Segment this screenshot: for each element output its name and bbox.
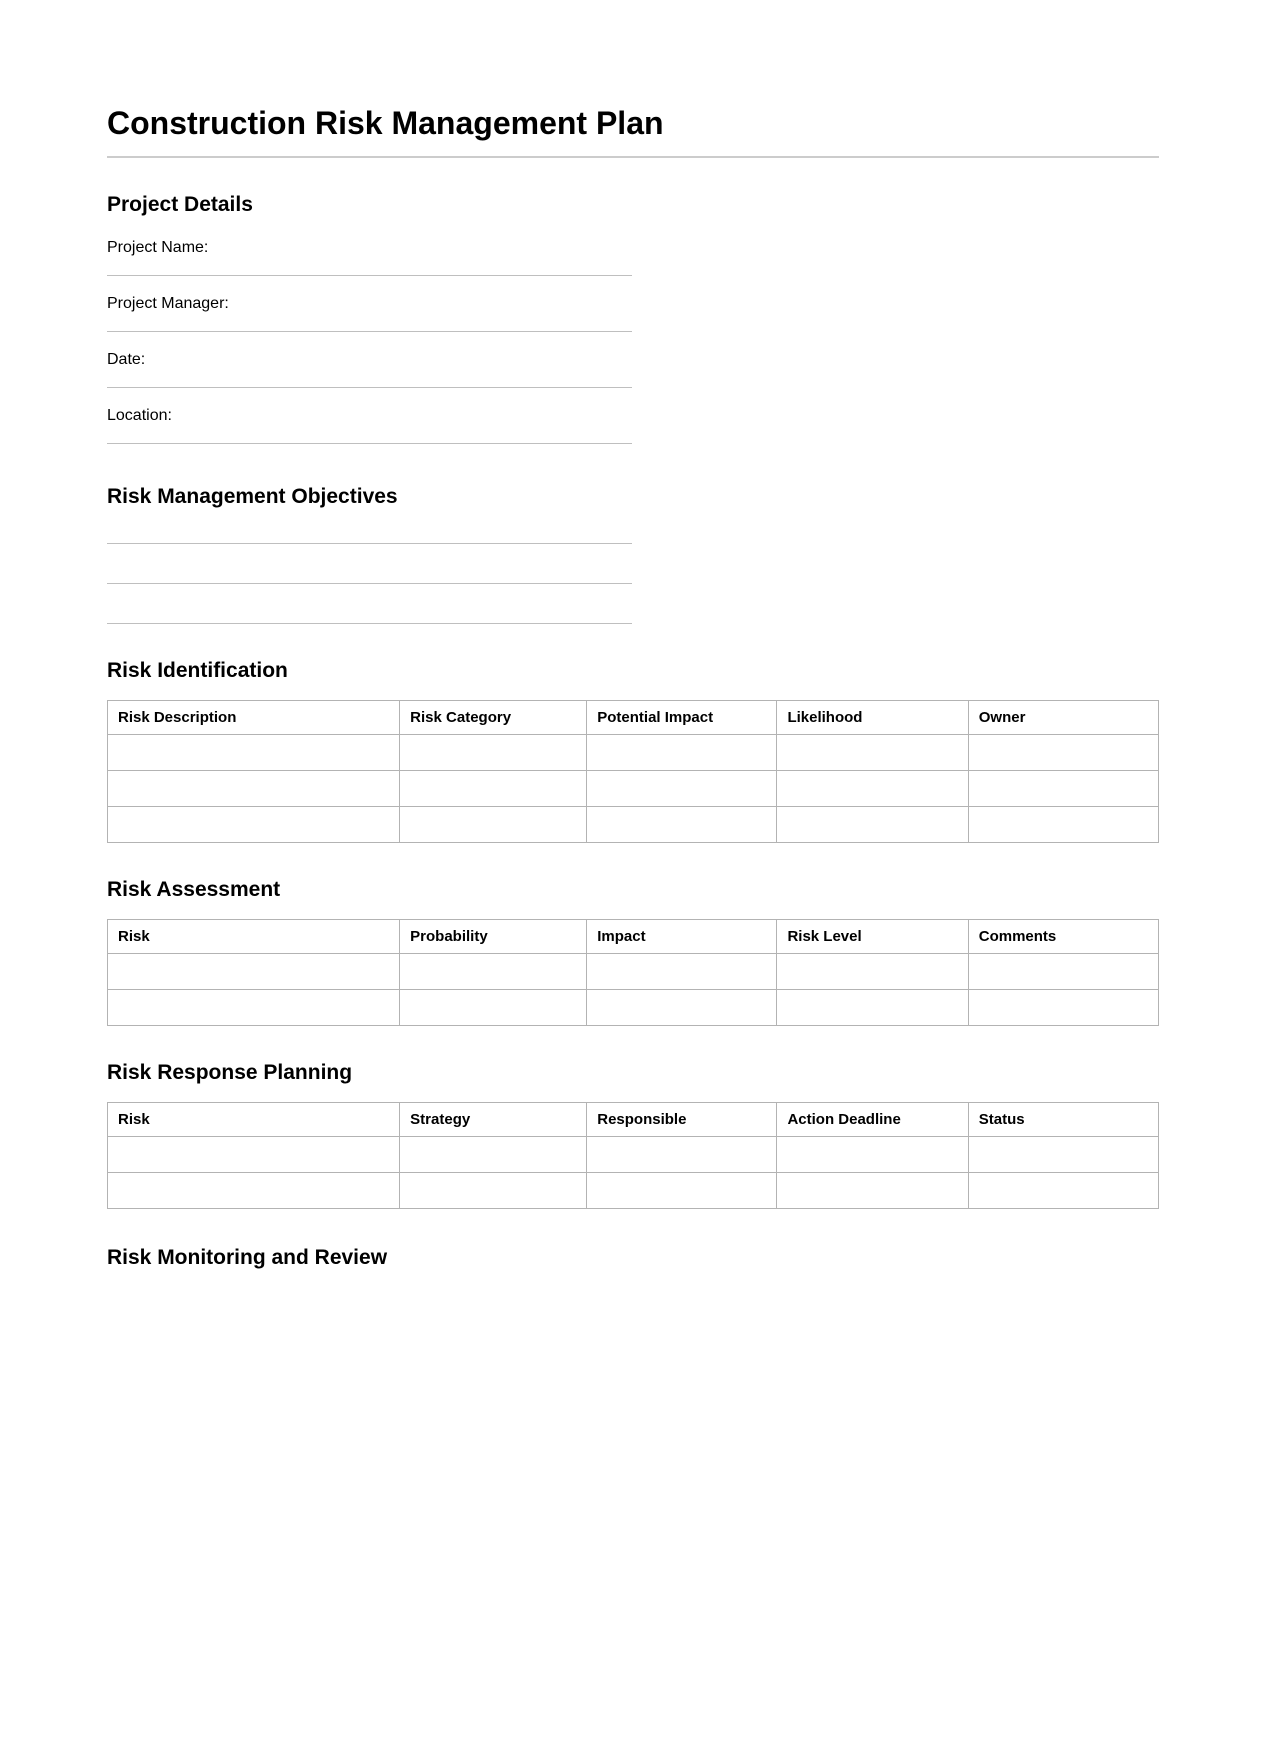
objectives-write-area: [107, 510, 1159, 624]
table-cell[interactable]: [587, 954, 777, 990]
table-cell[interactable]: [108, 807, 400, 843]
objectives-write-line-1[interactable]: [107, 510, 632, 544]
column-header-owner: Owner: [968, 701, 1158, 735]
objectives-write-line-2[interactable]: [107, 544, 632, 584]
field-label-location: Location:: [107, 407, 172, 424]
field-label-project-name: Project Name:: [107, 239, 209, 256]
table-cell[interactable]: [968, 954, 1158, 990]
table-cell[interactable]: [777, 990, 968, 1026]
table-cell[interactable]: [400, 990, 587, 1026]
field-label-date: Date:: [107, 351, 146, 368]
column-header-likelihood: Likelihood: [777, 701, 968, 735]
table-cell[interactable]: [587, 807, 777, 843]
column-header-strategy: Strategy: [400, 1103, 587, 1137]
section-heading-risk-response-planning: Risk Response Planning: [107, 1061, 353, 1084]
table-cell[interactable]: [587, 771, 777, 807]
table-cell[interactable]: [108, 990, 400, 1026]
table-cell[interactable]: [968, 807, 1158, 843]
table-cell[interactable]: [400, 771, 587, 807]
table-row: [108, 1173, 1159, 1209]
column-header-risk-level: Risk Level: [777, 920, 968, 954]
table-header-row: [108, 1103, 1159, 1137]
table-cell[interactable]: [400, 1137, 587, 1173]
table-cell[interactable]: [587, 990, 777, 1026]
column-header-risk: Risk: [108, 1103, 400, 1137]
column-header-comments: Comments: [968, 920, 1158, 954]
column-header-probability: Probability: [400, 920, 587, 954]
column-header-impact: Impact: [587, 920, 777, 954]
table-cell[interactable]: [968, 735, 1158, 771]
table-cell[interactable]: [108, 771, 400, 807]
table-cell[interactable]: [777, 771, 968, 807]
table-cell[interactable]: [777, 807, 968, 843]
field-label-project-manager: Project Manager:: [107, 295, 229, 312]
table-cell[interactable]: [400, 807, 587, 843]
project-details-fields: [107, 238, 1159, 444]
table-row: [108, 1137, 1159, 1173]
table-cell[interactable]: [587, 1137, 777, 1173]
table-cell[interactable]: [400, 954, 587, 990]
page-title: Construction Risk Management Plan: [107, 105, 664, 141]
table-cell[interactable]: [777, 954, 968, 990]
field-input-line-location[interactable]: [107, 426, 632, 444]
risk-response-planning-table: [107, 1102, 1159, 1209]
field-project-name: [107, 238, 1159, 276]
table-cell[interactable]: [968, 1137, 1158, 1173]
section-heading-objectives: Risk Management Objectives: [107, 485, 398, 508]
table-cell[interactable]: [108, 1173, 400, 1209]
field-location: [107, 406, 1159, 444]
section-heading-project-details: Project Details: [107, 193, 253, 216]
table-row: [108, 771, 1159, 807]
table-cell[interactable]: [777, 1173, 968, 1209]
table-cell[interactable]: [968, 771, 1158, 807]
table-cell[interactable]: [777, 735, 968, 771]
field-project-manager: [107, 294, 1159, 332]
column-header-action-deadline: Action Deadline: [777, 1103, 968, 1137]
table-cell[interactable]: [968, 1173, 1158, 1209]
field-input-line-date[interactable]: [107, 370, 632, 388]
table-row: [108, 807, 1159, 843]
table-cell[interactable]: [587, 735, 777, 771]
risk-identification-table: [107, 700, 1159, 843]
column-header-risk: Risk: [108, 920, 400, 954]
section-heading-risk-identification: Risk Identification: [107, 659, 288, 682]
section-heading-risk-monitoring-review: Risk Monitoring and Review: [107, 1246, 388, 1269]
field-input-line-project-name[interactable]: [107, 258, 632, 276]
section-heading-risk-assessment: Risk Assessment: [107, 878, 281, 901]
field-date: [107, 350, 1159, 388]
table-cell[interactable]: [777, 1137, 968, 1173]
table-row: [108, 990, 1159, 1026]
column-header-risk-description: Risk Description: [108, 701, 400, 735]
objectives-write-line-3[interactable]: [107, 584, 632, 624]
table-header-row: [108, 701, 1159, 735]
column-header-risk-category: Risk Category: [400, 701, 587, 735]
title-divider: [107, 156, 1159, 158]
table-cell[interactable]: [108, 1137, 400, 1173]
table-cell[interactable]: [108, 735, 400, 771]
table-cell[interactable]: [108, 954, 400, 990]
risk-assessment-table: [107, 919, 1159, 1026]
column-header-potential-impact: Potential Impact: [587, 701, 777, 735]
field-input-line-project-manager[interactable]: [107, 314, 632, 332]
table-row: [108, 954, 1159, 990]
table-row: [108, 735, 1159, 771]
column-header-responsible: Responsible: [587, 1103, 777, 1137]
table-header-row: [108, 920, 1159, 954]
table-cell[interactable]: [400, 1173, 587, 1209]
column-header-status: Status: [968, 1103, 1158, 1137]
table-cell[interactable]: [587, 1173, 777, 1209]
table-cell[interactable]: [400, 735, 587, 771]
table-cell[interactable]: [968, 990, 1158, 1026]
